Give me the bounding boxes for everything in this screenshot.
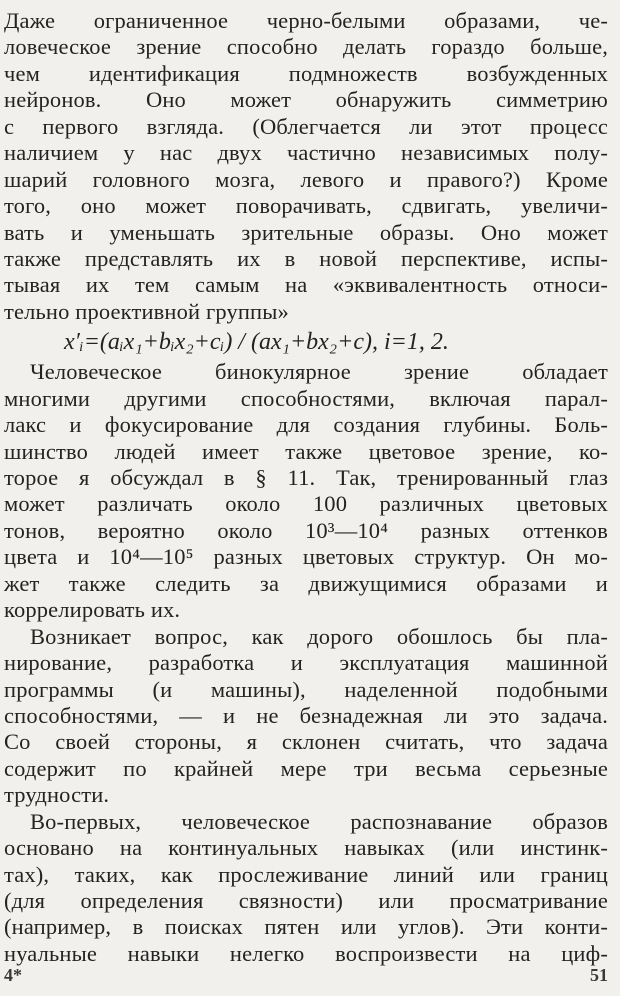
text-line: (например, в поисках пятен или углов). Эти конти- [4, 914, 608, 940]
text-line: Даже ограниченное черно-белыми образами, че- [4, 8, 608, 33]
projective-formula: x′ᵢ=(aᵢx₁+bᵢx₂+cᵢ) / (ax₁+bx₂+c), i=1, 2. [64, 329, 449, 356]
text-line: тывая их тем самым на «эквивалентность относи- [4, 272, 608, 298]
text-line: чем идентификация подмножеств возбужденных [4, 60, 608, 86]
text-line: лакс и фокусирование для создания глубины. Боль- [4, 412, 608, 438]
page-text [0, 8, 620, 967]
text-line: тельно проективной группы» [4, 298, 289, 324]
printer-signature: 4* [4, 965, 22, 985]
text-line: также представлять их в новой перспективе, испы- [4, 245, 608, 271]
text-line: того, оно может поворачивать, сдвигать, увеличи- [4, 193, 608, 219]
text-line: вать и уменьшать зрительные образы. Оно может [4, 219, 608, 245]
paragraph-first-line: Человеческое бинокулярное зрение обладает [30, 359, 608, 385]
text-line: основано на континуальных навыках (или инстинк- [4, 835, 608, 861]
text-line: программы (и машины), наделенной подобными [4, 676, 608, 702]
text-line: нирование, разработка и эксплуатация машинной [4, 650, 608, 676]
page-footer [4, 960, 608, 990]
text-line: коррелировать их. [4, 597, 181, 623]
text-line: шинство людей имеет также цветовое зрение, ко- [4, 438, 608, 464]
text-line: наличием у нас двух частично независимых полу- [4, 140, 608, 166]
text-line: жет также следить за движущимися образами и [4, 570, 608, 596]
text-line: может различать около 100 различных цветовых [4, 491, 608, 517]
text-line: Со своей стороны, я склонен считать, что задача [4, 729, 608, 755]
text-line: ловеческое зрение способно делать гораздо больше, [4, 34, 608, 60]
text-line: способностями, — и не безнадежная ли это задача. [4, 702, 608, 728]
text-line: торое я обсуждал в § 11. Так, тренированный глаз [4, 465, 608, 490]
page-number: 51 [590, 965, 608, 985]
paragraph-first-line: Возникает вопрос, как дорого обошлось бы пла- [30, 623, 608, 649]
text-line: тонов, вероятно около 10³—10⁴ разных оттенков [4, 517, 608, 543]
text-line: тах), таких, как прослеживание линий или границ [4, 861, 608, 887]
text-line: с первого взгляда. (Облегчается ли этот процесс [4, 113, 608, 139]
text-line: трудности. [4, 782, 110, 808]
text-line: цвета и 10⁴—10⁵ разных цветовых структур. Он мо- [4, 544, 608, 570]
text-line: шарий головного мозга, левого и правого?) Кроме [4, 166, 608, 192]
paragraph-first-line: Во-первых, человеческое распознавание образов [30, 808, 608, 834]
text-line: содержит по крайней мере три весьма серьезные [4, 755, 608, 781]
text-line: многими другими способностями, включая парал- [4, 385, 608, 411]
text-line: (для определения связности) или просматривание [4, 888, 608, 913]
text-line: нейронов. Оно может обнаружить симметрию [4, 87, 608, 113]
text-line: нуальные навыки нелегко воспроизвести на циф- [4, 940, 608, 966]
